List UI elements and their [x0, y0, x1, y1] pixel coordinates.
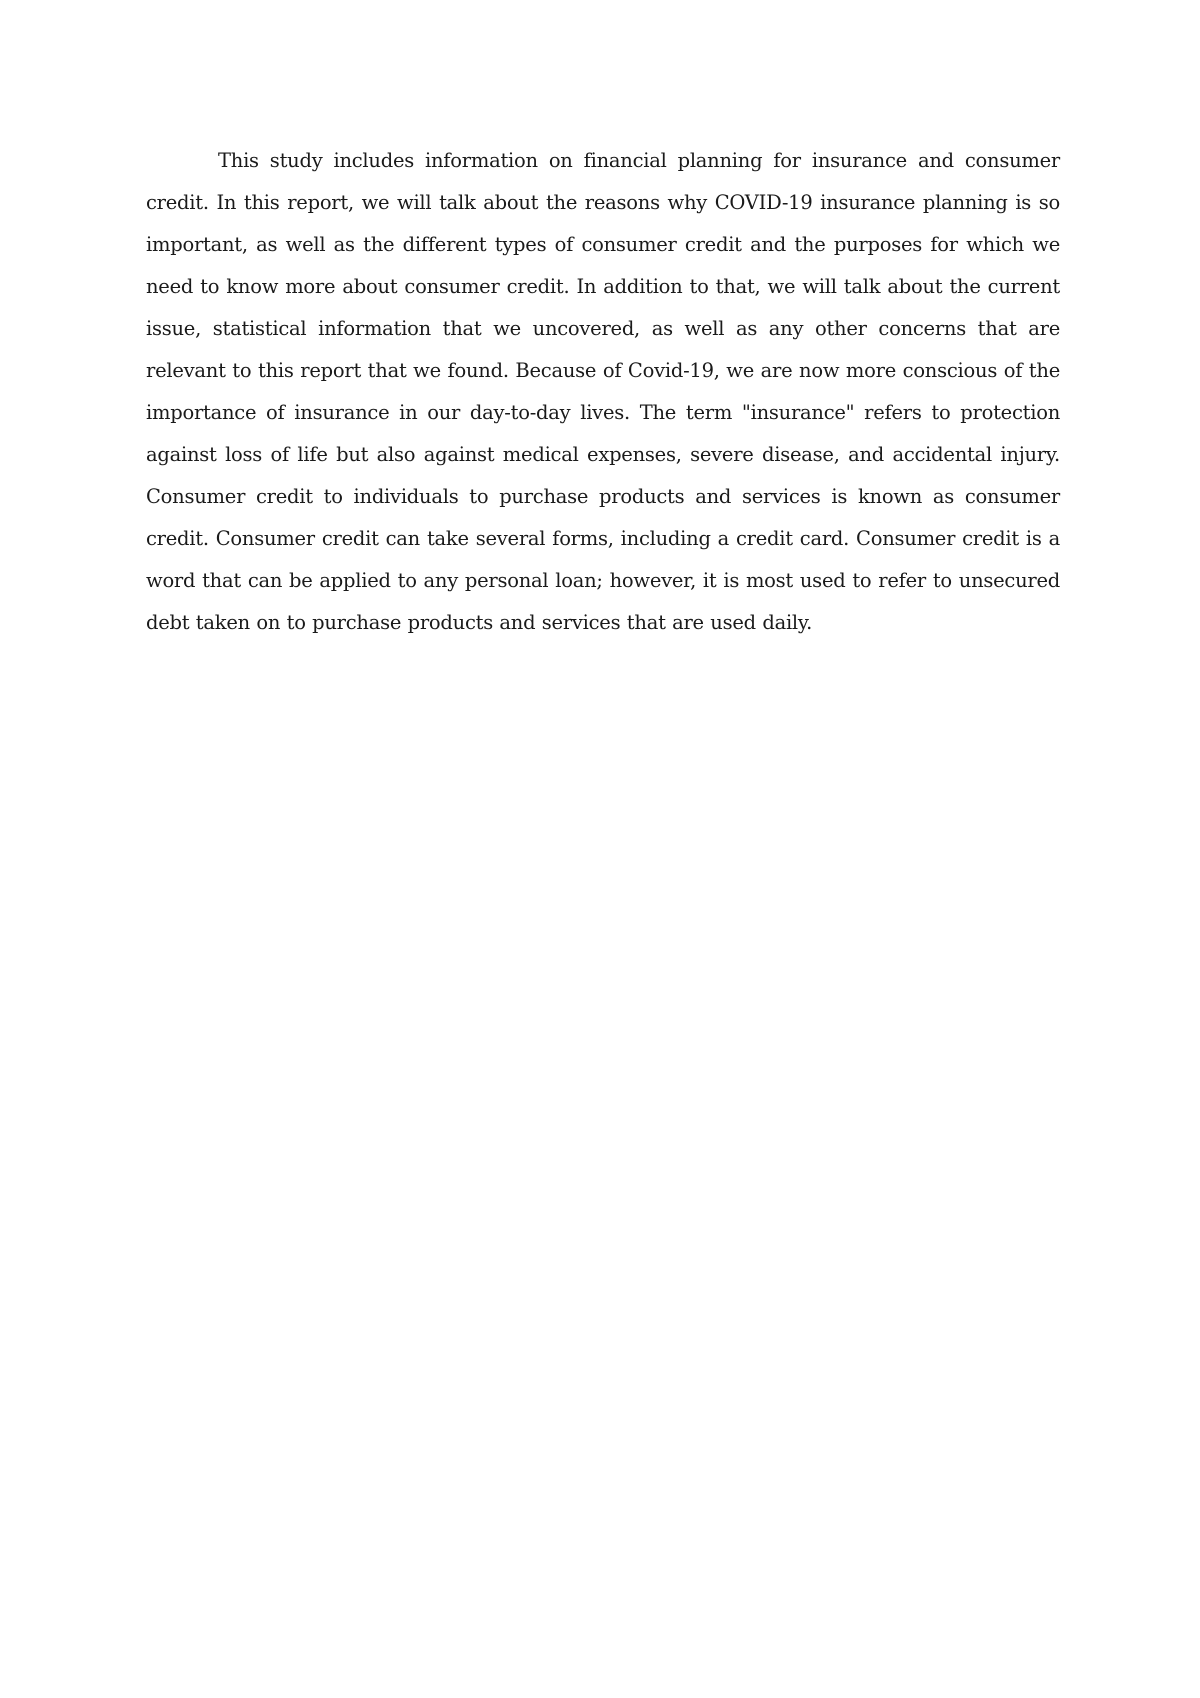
body-text-block: [146, 140, 1060, 644]
body-paragraph: This study includes information on financial planning for insurance and consumer credit. In this report, we will talk about the reasons why COVID-19 insurance planning is so important, as well as the different types of consumer credit and the purposes for which we need to know more about consumer credit. In addition to that, we will talk about the current issue, statistical information that we uncovered, as well as any other concerns that are relevant to this report that we found. Because of Covid-19, we are now more conscious of the importance of insurance in our day-to-day lives. The term "insurance" refers to protection against loss of life but also against medical expenses, severe disease, and accidental injury. Consumer credit to individuals to purchase products and services is known as consumer credit. Consumer credit can take several forms, including a credit card. Consumer credit is a word that can be applied to any personal loan; however, it is most used to refer to unsecured debt taken on to purchase products and services that are used daily.: [146, 149, 1060, 634]
